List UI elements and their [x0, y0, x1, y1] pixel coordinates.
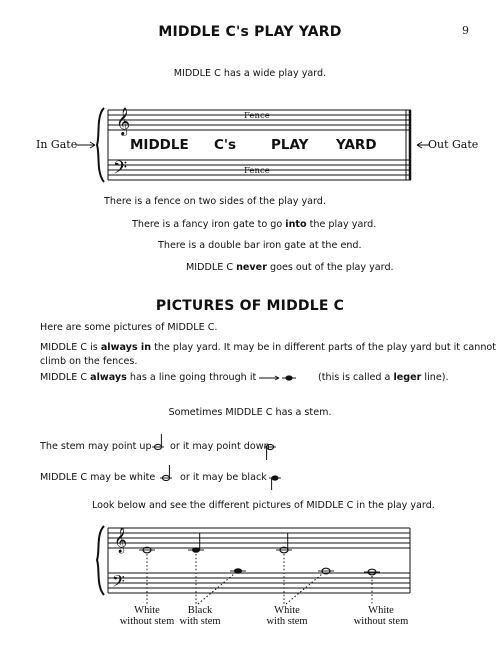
bass-clef-icon: 𝄢 — [113, 158, 128, 183]
bass-clef-icon-2: 𝄢 — [112, 571, 125, 595]
look-below-text: Look below and see the different pictures of MIDDLE C in the play yard. — [92, 500, 435, 511]
leger-note-icon — [282, 375, 296, 380]
section-title-pictures: PICTURES OF MIDDLE C — [155, 298, 345, 314]
black-note-text: or it may be black — [180, 472, 267, 483]
treble-clef-icon: 𝄞 — [116, 107, 131, 135]
out-gate-label: Out Gate — [428, 138, 479, 151]
page-number: 9 — [462, 24, 469, 37]
white-note-icon — [160, 465, 172, 481]
yard-word-middle: MIDDLE — [130, 137, 189, 153]
stem-down-text: or it may point down — [170, 441, 270, 452]
gate-sentence: There is a fancy iron gate to go into the play yard. — [132, 219, 377, 230]
yard-word-play: PLAY — [271, 137, 309, 153]
yard-word-cs: C's — [214, 137, 237, 153]
caption-3: White with stem — [266, 605, 308, 627]
never-sentence: MIDDLE C never goes out of the play yard. — [186, 262, 394, 273]
grand-staff-examples — [97, 526, 410, 595]
white-note-text: MIDDLE C may be white — [40, 472, 156, 483]
always-in-paragraph-line1: MIDDLE C is always in the play yard. It may be in different parts of the play yard but it cannot — [40, 342, 497, 353]
example-note-6 — [364, 569, 380, 575]
stem-up-text: The stem may point up — [40, 441, 152, 452]
leger-line-arrow-icon — [259, 376, 279, 380]
note-stem-up-icon — [152, 434, 164, 450]
fence-top-label: Fence — [244, 111, 270, 121]
caption-1: White without stem — [119, 605, 175, 627]
section-title-play-yard: MIDDLE C's PLAY YARD — [158, 24, 342, 40]
fence-sentence: There is a fence on two sides of the play yard. — [104, 196, 326, 207]
in-gate-label: In Gate — [36, 138, 78, 151]
yard-word-yard: YARD — [336, 137, 377, 153]
leger-line-note: (this is called a leger line). — [318, 372, 449, 383]
dotted-pointers — [147, 554, 372, 604]
always-in-paragraph-line2: climb on the fences. — [40, 356, 138, 367]
play-yard-subtitle: MIDDLE C has a wide play yard. — [173, 68, 327, 79]
treble-clef-icon-2: 𝄞 — [114, 528, 128, 553]
double-bar-sentence: There is a double bar iron gate at the end. — [158, 240, 362, 251]
black-note-icon — [269, 475, 281, 490]
fence-bottom-label: Fence — [244, 166, 270, 176]
caption-2: Black with stem — [179, 605, 221, 627]
leger-line-sentence: MIDDLE C always has a line going through it — [40, 372, 257, 383]
pictures-intro: Here are some pictures of MIDDLE C. — [40, 322, 218, 333]
stem-intro: Sometimes MIDDLE C has a stem. — [168, 407, 332, 418]
caption-4: White without stem — [353, 605, 409, 627]
